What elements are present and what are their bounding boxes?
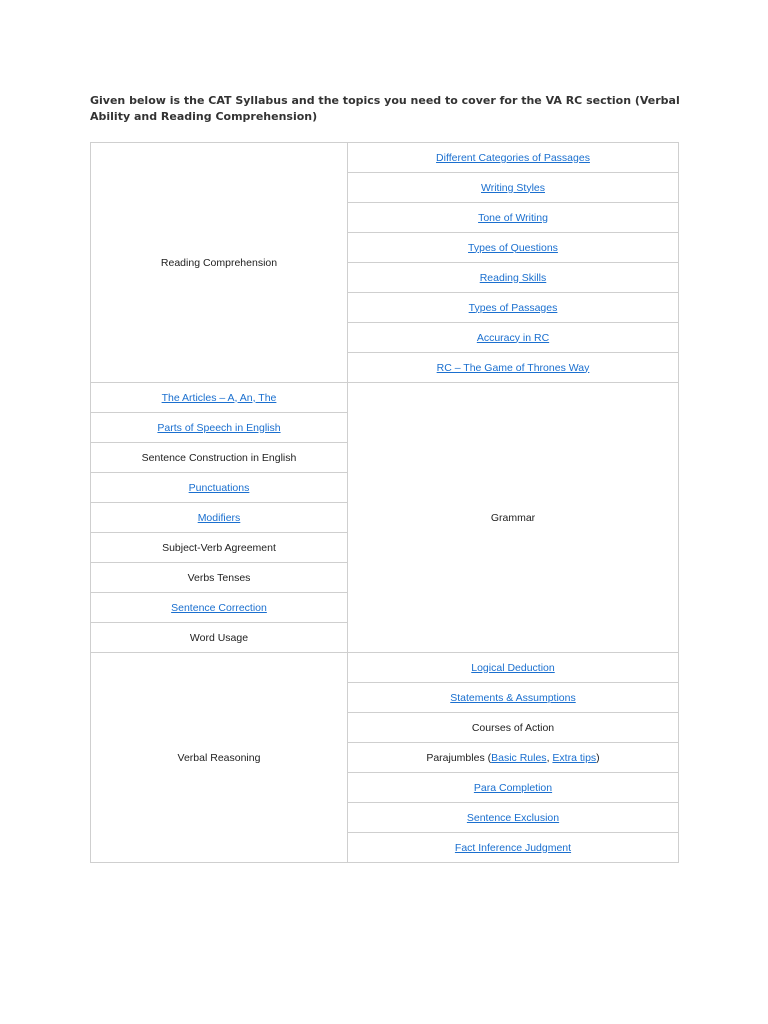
topic-cell: Word Usage bbox=[91, 623, 348, 653]
topic-link[interactable]: The Articles – A, An, The bbox=[161, 391, 277, 404]
topic-link[interactable]: Different Categories of Passages bbox=[436, 151, 590, 164]
topic-link[interactable]: Writing Styles bbox=[481, 181, 545, 194]
topic-link[interactable]: Accuracy in RC bbox=[476, 331, 550, 344]
topic-link[interactable]: Logical Deduction bbox=[471, 661, 555, 674]
topic-cell bbox=[348, 263, 679, 293]
topic-cell bbox=[348, 683, 679, 713]
section-grammar: Grammar bbox=[348, 383, 679, 653]
table-row bbox=[91, 383, 679, 413]
topic-cell bbox=[348, 323, 679, 353]
topic-cell bbox=[91, 413, 348, 443]
topic-link[interactable]: Types of Questions bbox=[468, 241, 558, 254]
topic-cell: Courses of Action bbox=[348, 713, 679, 743]
topic-cell bbox=[348, 233, 679, 263]
topic-cell: Subject-Verb Agreement bbox=[91, 533, 348, 563]
topic-cell-parajumbles bbox=[348, 743, 679, 773]
topic-cell bbox=[348, 833, 679, 863]
topic-cell bbox=[91, 383, 348, 413]
topic-link[interactable]: Sentence Correction bbox=[171, 601, 267, 614]
topic-link[interactable]: Statements & Assumptions bbox=[450, 691, 576, 704]
topic-cell bbox=[348, 143, 679, 173]
basic-rules-link[interactable]: Basic Rules bbox=[491, 751, 547, 764]
topic-cell: Verbs Tenses bbox=[91, 563, 348, 593]
topic-link[interactable]: Parts of Speech in English bbox=[157, 421, 281, 434]
topic-cell bbox=[348, 803, 679, 833]
topic-cell bbox=[91, 473, 348, 503]
parajumbles-suffix: ) bbox=[596, 751, 600, 764]
topic-cell bbox=[348, 173, 679, 203]
topic-cell bbox=[348, 353, 679, 383]
parajumbles-prefix: Parajumbles ( bbox=[426, 751, 492, 764]
section-verbal-reasoning: Verbal Reasoning bbox=[91, 653, 348, 863]
topic-link[interactable]: Punctuations bbox=[188, 481, 250, 494]
topic-cell bbox=[348, 773, 679, 803]
section-reading-comprehension: Reading Comprehension bbox=[91, 143, 348, 383]
topic-cell bbox=[348, 293, 679, 323]
topic-link[interactable]: Para Completion bbox=[473, 781, 553, 794]
parajumbles-separator: , bbox=[546, 751, 553, 764]
topic-cell: Sentence Construction in English bbox=[91, 443, 348, 473]
topic-link[interactable]: Fact Inference Judgment bbox=[454, 841, 572, 854]
topic-link[interactable]: Types of Passages bbox=[468, 301, 558, 314]
intro-text: Given below is the CAT Syllabus and the topics you need to cover for the VA RC section (Verbal Ability and Reading Comprehension) bbox=[90, 94, 680, 123]
topic-link[interactable]: Sentence Exclusion bbox=[466, 811, 560, 824]
topic-link[interactable]: Reading Skills bbox=[479, 271, 547, 284]
topic-cell bbox=[348, 203, 679, 233]
topic-cell bbox=[91, 503, 348, 533]
syllabus-table bbox=[90, 142, 679, 863]
table-row bbox=[91, 653, 679, 683]
table-row bbox=[91, 143, 679, 173]
topic-link[interactable]: RC – The Game of Thrones Way bbox=[436, 361, 590, 374]
topic-link[interactable]: Modifiers bbox=[197, 511, 241, 524]
topic-cell bbox=[91, 593, 348, 623]
topic-cell bbox=[348, 653, 679, 683]
extra-tips-link[interactable]: Extra tips bbox=[552, 751, 597, 764]
topic-link[interactable]: Tone of Writing bbox=[478, 211, 548, 224]
